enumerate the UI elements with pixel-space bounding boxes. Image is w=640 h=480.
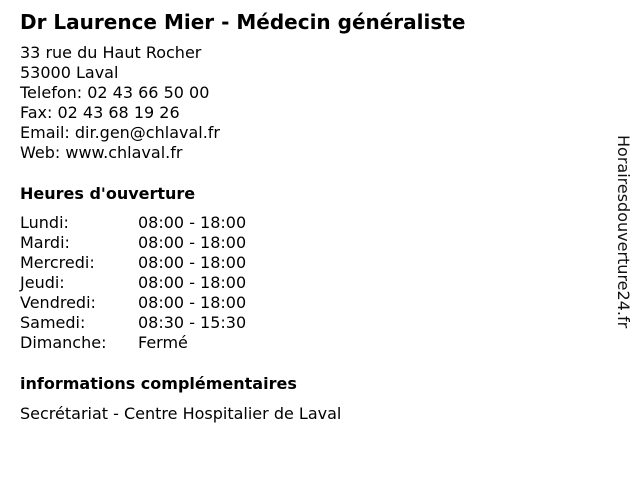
day-label: Jeudi: bbox=[20, 273, 65, 292]
day-label: Vendredi: bbox=[20, 293, 96, 312]
time-range: 08:00 - 18:00 bbox=[138, 213, 247, 232]
time-range: 08:00 - 18:00 bbox=[138, 273, 247, 292]
opening-hours-table bbox=[20, 213, 246, 353]
additional-info-heading: informations complémentaires bbox=[20, 374, 297, 393]
hours-row-friday bbox=[20, 293, 246, 313]
page-title: Dr Laurence Mier - Médecin généraliste bbox=[20, 10, 466, 34]
day-label: Dimanche: bbox=[20, 333, 107, 352]
time-range: 08:30 - 15:30 bbox=[138, 313, 247, 332]
time-range: 08:00 - 18:00 bbox=[138, 293, 247, 312]
hours-row-sunday bbox=[20, 333, 246, 353]
fax-number: Fax: 02 43 68 19 26 bbox=[20, 103, 180, 122]
phone-number: Telefon: 02 43 66 50 00 bbox=[20, 83, 210, 102]
time-range: Fermé bbox=[138, 333, 188, 352]
address-city: 53000 Laval bbox=[20, 63, 119, 82]
site-watermark: Horairesdouverture24.fr bbox=[614, 135, 633, 329]
address-street: 33 rue du Haut Rocher bbox=[20, 43, 202, 62]
additional-info-text: Secrétariat - Centre Hospitalier de Laval bbox=[20, 404, 342, 423]
hours-row-tuesday bbox=[20, 233, 246, 253]
hours-row-monday bbox=[20, 213, 246, 233]
day-label: Lundi: bbox=[20, 213, 69, 232]
day-label: Mercredi: bbox=[20, 253, 95, 272]
web-address: Web: www.chlaval.fr bbox=[20, 143, 183, 162]
hours-row-saturday bbox=[20, 313, 246, 333]
time-range: 08:00 - 18:00 bbox=[138, 233, 247, 252]
day-label: Mardi: bbox=[20, 233, 70, 252]
email-address: Email: dir.gen@chlaval.fr bbox=[20, 123, 221, 142]
contact-block bbox=[20, 43, 220, 163]
day-label: Samedi: bbox=[20, 313, 86, 332]
hours-row-thursday bbox=[20, 273, 246, 293]
opening-hours-heading: Heures d'ouverture bbox=[20, 184, 196, 203]
time-range: 08:00 - 18:00 bbox=[138, 253, 247, 272]
hours-row-wednesday bbox=[20, 253, 246, 273]
